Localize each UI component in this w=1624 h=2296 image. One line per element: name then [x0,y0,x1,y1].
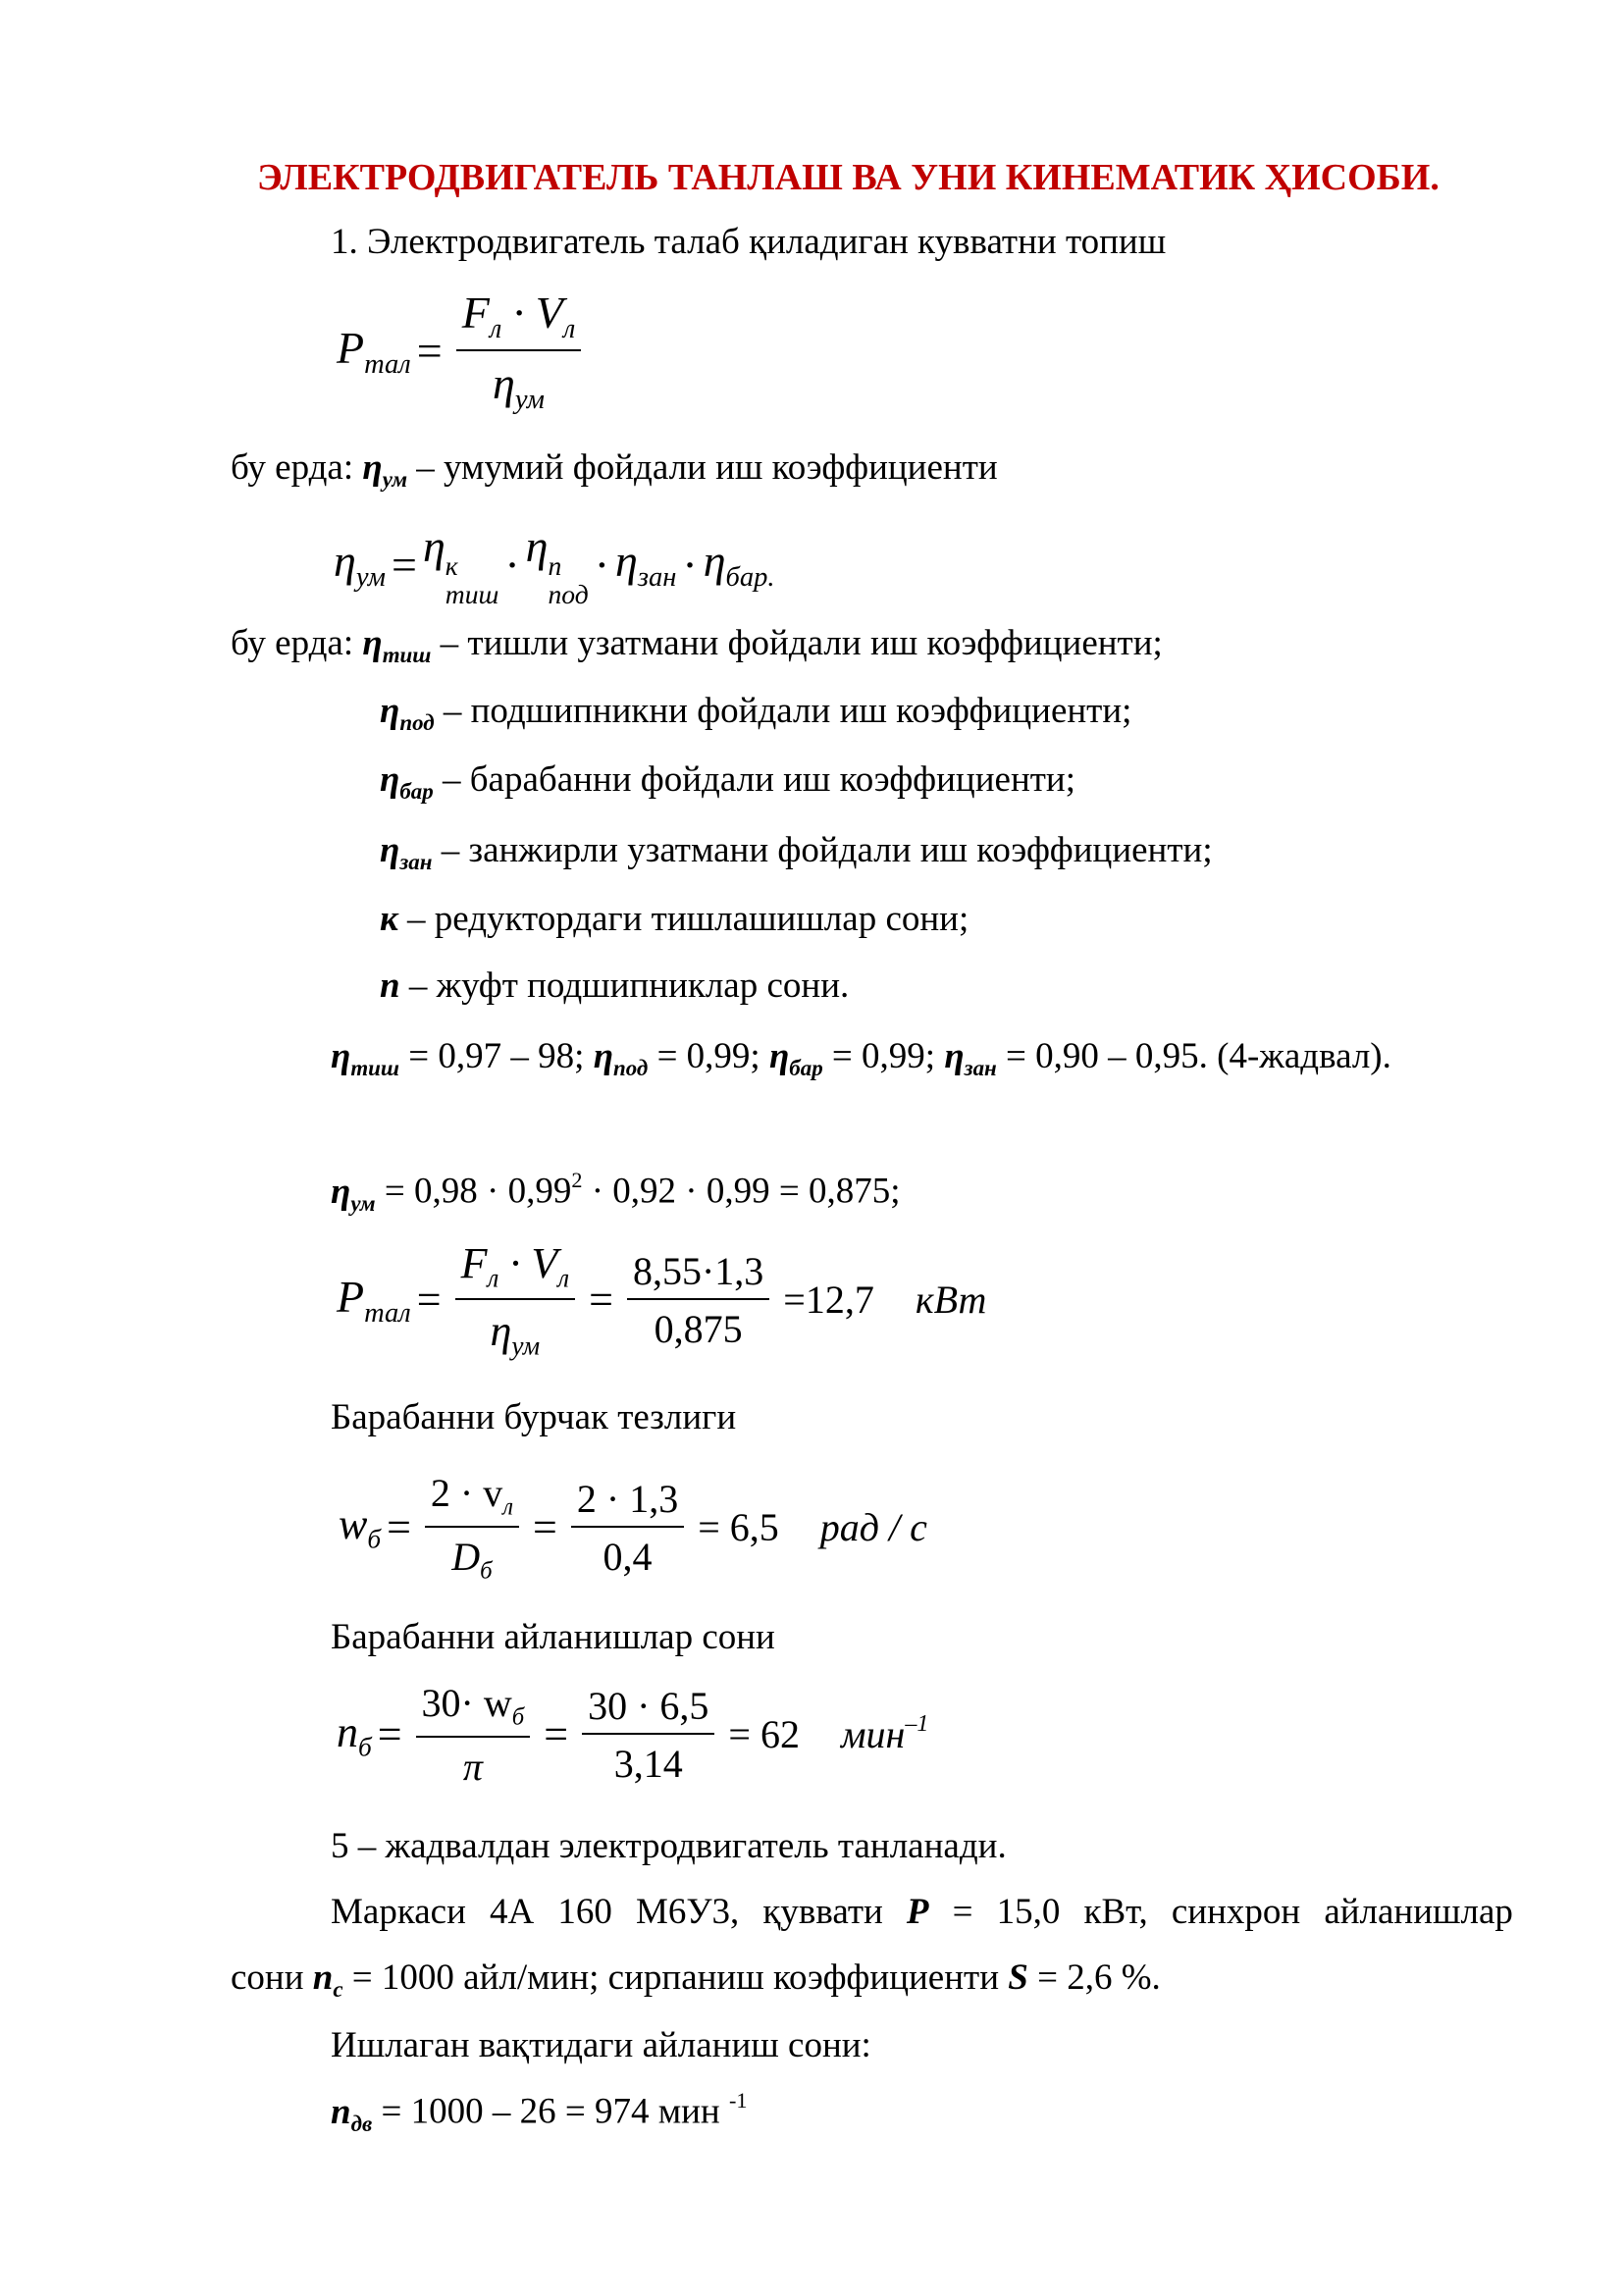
formula-angular-speed: $w_б$ = $\frac{2 \cdot v_л}{D_б}$ = $\frac{2 \cdot 1,3}{0,4}$ = 6,5 рад / с [339,1471,927,1585]
where-item-zan: $\eta_{зан}$ – занжирли узатмани фойдали иш коэффициенти; [380,830,1213,875]
table-5-note: 5 – жадвалдан электродвигатель танланади. [331,1826,1007,1866]
where-item-pod: $\eta_{под}$ – подшипникни фойдали иш коэффициенти; [380,691,1132,736]
where-list-first: бу ерда: $\eta_{тиш}$ – тишли узатмани фойдали иш коэффициенти; [231,623,1163,668]
fraction: $\frac{F_л \cdot V_л}{\eta_{ум}}$ [456,287,582,416]
formula-efficiency: $\eta_{ум}$ = η к тиш · η п под · $\eta_{зан}$ · $\eta_{бар.}$ [334,521,775,609]
efficiency-values: $\eta_{тиш} = 0,97 - 98$; $\eta_{под} = 0,99$; $\eta_{бар} = 0,99$; $\eta_{зан} = 0,90 - 0,95$. (4-жадвал). [331,1036,1391,1081]
working-rotation-label: Ишлаган вақтидаги айланиш сони: [331,2025,871,2065]
where-item-n: n – жуфт подшипниклар сони. [380,965,850,1006]
motor-speed-calculation: $n_{дв} = 1000 - 26 = 974$ мин $^{-1}$ [331,2088,748,2136]
page-title: ЭЛЕКТРОДВИГАТЕЛЬ ТАНЛАШ ВА УНИ КИНЕМАТИК ҲИСОБИ. [257,157,1440,198]
where-eta-total: бу ерда: $\eta_{ум}$ – умумий фойдали иш коэффициенти [231,447,998,493]
motor-spec-line-1: Маркаси 4А 160 М6У3, қуввати P = 15,0 кВт, синхрон айланишлар [331,1892,1513,1932]
drum-angular-speed-label: Барабанни бурчак тезлиги [331,1397,737,1437]
formula-power-calculation: $P_{тал}$ = $\frac{F_л \cdot V_л}{\eta_{ум}}$ = $\frac{8,55\cdot 1,3}{0,875}$ =12,7 кВт [337,1239,987,1361]
drum-rotation-label: Барабанни айланишлар сони [331,1617,775,1657]
formula-rotations: $n_б$ = $\frac{30\cdot w_б}{\pi}$ = $\frac{30 \cdot 6,5}{3,14}$ = 62 мин$^{-1}$ [337,1681,929,1789]
where-item-bar: $\eta_{бар}$ – барабанни фойдали иш коэффициенти; [380,759,1075,805]
step-1-heading: 1. Электродвигатель талаб қиладиган кувватни топиш [331,222,1167,262]
formula-power-required: $P_{тал}$ = $\frac{F_л \cdot V_л}{\eta_{ум}}$ [337,287,589,416]
where-item-k: к – редуктордаги тишлашишлар сони; [380,899,969,939]
efficiency-calculation: $\eta_{ум} = 0,98 \cdot 0,99^2 \cdot 0,92 \cdot 0,99 = 0,875$; [331,1168,901,1216]
motor-spec-line-2: сони $n_c = 1000$ айл/мин; сирпаниш коэффициенти S = 2,6 %. [231,1957,1161,2003]
symbol-p: $P_{тал}$ [337,322,411,380]
